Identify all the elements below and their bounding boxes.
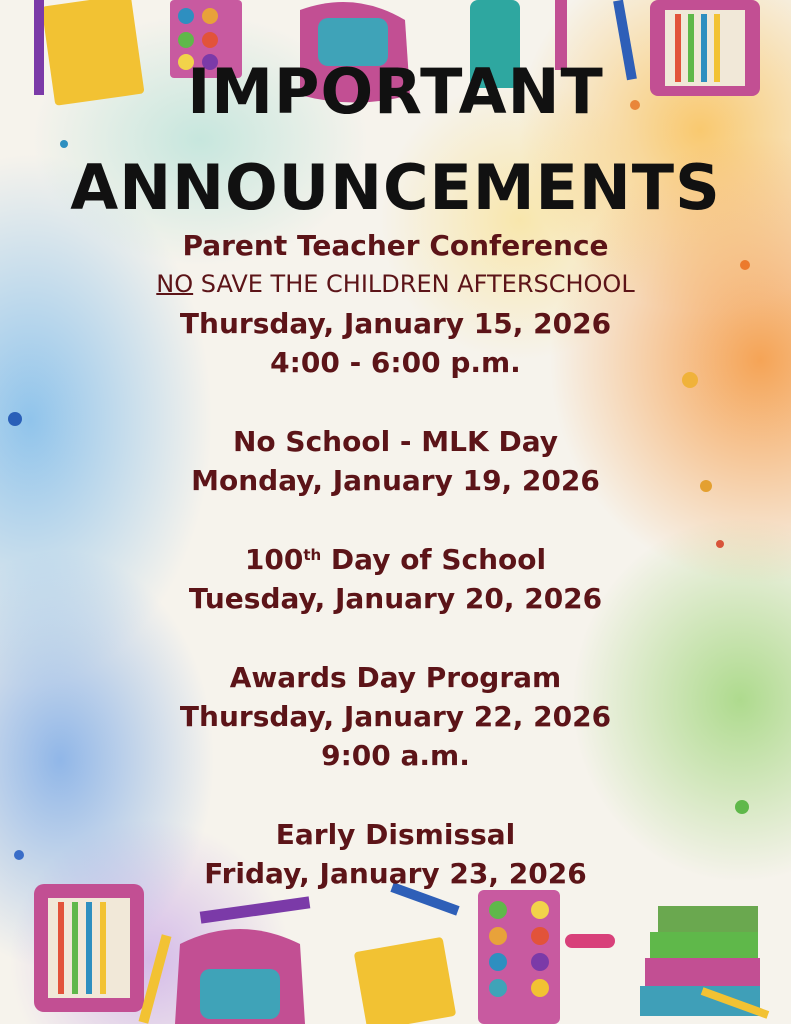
book-stack-icon (640, 986, 760, 1016)
marker-icon (200, 896, 311, 923)
conference-date: Thursday, January 15, 2026 (179, 307, 612, 340)
mlk-date: Monday, January 19, 2026 (191, 464, 600, 497)
awards-date: Thursday, January 22, 2026 (179, 700, 612, 733)
dismissal-date: Friday, January 23, 2026 (204, 857, 587, 890)
ordinal-suffix: th (303, 546, 322, 564)
mlk-name: No School - MLK Day (233, 425, 558, 458)
conference-announcement (0, 226, 791, 382)
notice-no-emphasis: NO (156, 270, 194, 298)
hundredth-day-name (0, 540, 791, 579)
awards-time: 9:00 a.m. (321, 739, 470, 772)
bottom-school-supplies-illustration (0, 874, 791, 1024)
hundredth-day-announcement (0, 540, 791, 618)
hundredth-number: 100 (244, 543, 304, 576)
hundredth-rest: Day of School (321, 543, 547, 576)
awards-name: Awards Day Program (229, 661, 562, 694)
dismissal-announcement (0, 815, 791, 893)
title-line-important: IMPORTANT (187, 55, 604, 128)
notebook-icon (354, 937, 457, 1024)
hundredth-day-date: Tuesday, January 20, 2026 (188, 582, 603, 615)
conference-name: Parent Teacher Conference (182, 229, 609, 262)
mlk-announcement (0, 422, 791, 500)
paint-splatter (60, 140, 68, 148)
scissors-icon (565, 934, 615, 948)
announcements-list (0, 226, 791, 893)
dismissal-name: Early Dismissal (275, 818, 516, 851)
conference-time: 4:00 - 6:00 p.m. (270, 346, 521, 379)
notice-rest: SAVE THE CHILDREN AFTERSCHOOL (193, 270, 635, 298)
conference-notice (0, 265, 791, 304)
title-line-announcements: ANNOUNCEMENTS (70, 151, 721, 224)
awards-announcement (0, 658, 791, 775)
